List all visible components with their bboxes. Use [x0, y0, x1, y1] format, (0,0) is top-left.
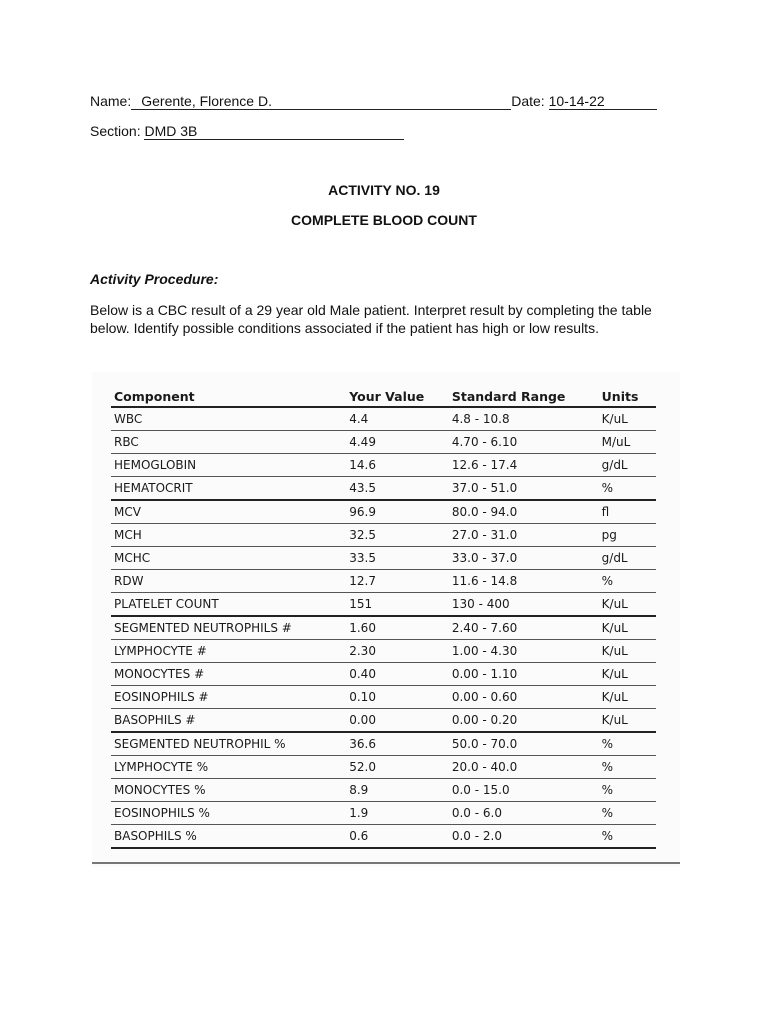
cell-your-value: 33.5: [346, 547, 449, 570]
table-row: [111, 477, 656, 501]
date-value: 10-14-22: [548, 93, 605, 109]
header-units: Units: [599, 382, 656, 407]
cell-component: MCV: [111, 500, 346, 524]
cell-standard-range: 1.00 - 4.30: [449, 640, 599, 663]
cell-units: K/uL: [599, 686, 656, 709]
procedure-text: Below is a CBC result of a 29 year old Male patient. Interpret result by completing the table below. Identify possible conditions associated if the patient has high or low results.: [90, 302, 652, 336]
cell-standard-range: 33.0 - 37.0: [449, 547, 599, 570]
table-row: [111, 779, 656, 802]
cell-standard-range: 4.8 - 10.8: [449, 407, 599, 431]
cell-units: K/uL: [599, 407, 656, 431]
cell-your-value: 8.9: [346, 779, 449, 802]
cell-units: K/uL: [599, 593, 656, 617]
table-row: [111, 756, 656, 779]
cell-standard-range: 0.0 - 15.0: [449, 779, 599, 802]
cell-standard-range: 11.6 - 14.8: [449, 570, 599, 593]
cell-component: RDW: [111, 570, 346, 593]
cell-component: MONOCYTES %: [111, 779, 346, 802]
cell-your-value: 36.6: [346, 732, 449, 756]
table-row: [111, 593, 656, 617]
date-field: [549, 94, 657, 110]
table-row: [111, 732, 656, 756]
cell-units: K/uL: [599, 640, 656, 663]
name-value: Gerente, Florence D.: [141, 93, 272, 109]
cell-component: PLATELET COUNT: [111, 593, 346, 617]
cell-units: %: [599, 477, 656, 501]
cell-component: MONOCYTES #: [111, 663, 346, 686]
cell-component: SEGMENTED NEUTROPHILS #: [111, 616, 346, 640]
cell-standard-range: 37.0 - 51.0: [449, 477, 599, 501]
cell-component: HEMATOCRIT: [111, 477, 346, 501]
cell-units: %: [599, 825, 656, 849]
name-label: Name:: [90, 93, 132, 109]
activity-title: ACTIVITY NO. 19: [328, 182, 440, 198]
cell-units: K/uL: [599, 616, 656, 640]
cell-units: K/uL: [599, 709, 656, 733]
table-row: [111, 686, 656, 709]
cell-your-value: 32.5: [346, 524, 449, 547]
cell-standard-range: 20.0 - 40.0: [449, 756, 599, 779]
table-row: [111, 616, 656, 640]
cell-component: MCHC: [111, 547, 346, 570]
cell-your-value: 0.40: [346, 663, 449, 686]
cell-standard-range: 50.0 - 70.0: [449, 732, 599, 756]
cell-standard-range: 12.6 - 17.4: [449, 454, 599, 477]
name-field: [131, 94, 511, 110]
cell-standard-range: 4.70 - 6.10: [449, 431, 599, 454]
table-header-row: [111, 382, 656, 407]
cell-your-value: 52.0: [346, 756, 449, 779]
table-row: [111, 407, 656, 431]
header-component: Component: [111, 382, 346, 407]
cell-standard-range: 0.00 - 0.60: [449, 686, 599, 709]
cbc-table: [111, 382, 656, 849]
cell-your-value: 96.9: [346, 500, 449, 524]
cell-your-value: 0.10: [346, 686, 449, 709]
table-row: [111, 570, 656, 593]
table-row: [111, 524, 656, 547]
date-label: Date:: [511, 93, 545, 109]
cell-component: HEMOGLOBIN: [111, 454, 346, 477]
cell-units: %: [599, 570, 656, 593]
cell-standard-range: 0.0 - 6.0: [449, 802, 599, 825]
cell-units: fl: [599, 500, 656, 524]
cell-your-value: 151: [346, 593, 449, 617]
table-row: [111, 825, 656, 849]
header-your-value: Your Value: [346, 382, 449, 407]
cell-standard-range: 0.00 - 0.20: [449, 709, 599, 733]
cell-your-value: 14.6: [346, 454, 449, 477]
name-line: [90, 93, 657, 110]
cell-units: M/uL: [599, 431, 656, 454]
table-row: [111, 431, 656, 454]
table-row: [111, 709, 656, 733]
cell-standard-range: 27.0 - 31.0: [449, 524, 599, 547]
cell-your-value: 4.49: [346, 431, 449, 454]
cell-your-value: 4.4: [346, 407, 449, 431]
table-row: [111, 802, 656, 825]
cell-standard-range: 130 - 400: [449, 593, 599, 617]
table-row: [111, 663, 656, 686]
cell-standard-range: 0.00 - 1.10: [449, 663, 599, 686]
cell-your-value: 12.7: [346, 570, 449, 593]
cell-component: BASOPHILS %: [111, 825, 346, 849]
table-row: [111, 454, 656, 477]
cell-units: %: [599, 732, 656, 756]
table-row: [111, 500, 656, 524]
cell-component: LYMPHOCYTE %: [111, 756, 346, 779]
cell-component: EOSINOPHILS %: [111, 802, 346, 825]
cell-units: g/dL: [599, 454, 656, 477]
table-row: [111, 547, 656, 570]
cell-units: %: [599, 802, 656, 825]
cell-units: g/dL: [599, 547, 656, 570]
cell-your-value: 43.5: [346, 477, 449, 501]
section-value: DMD 3B: [144, 123, 198, 139]
cell-your-value: 1.60: [346, 616, 449, 640]
cell-component: EOSINOPHILS #: [111, 686, 346, 709]
cell-standard-range: 2.40 - 7.60: [449, 616, 599, 640]
table-row: [111, 640, 656, 663]
cell-standard-range: 80.0 - 94.0: [449, 500, 599, 524]
cell-your-value: 0.6: [346, 825, 449, 849]
cell-component: RBC: [111, 431, 346, 454]
subject-title: COMPLETE BLOOD COUNT: [291, 212, 477, 228]
cell-component: MCH: [111, 524, 346, 547]
cell-your-value: 2.30: [346, 640, 449, 663]
cell-units: pg: [599, 524, 656, 547]
procedure-heading: Activity Procedure:: [90, 271, 219, 287]
cell-units: %: [599, 779, 656, 802]
bottom-rule: [92, 862, 680, 864]
cell-component: LYMPHOCYTE #: [111, 640, 346, 663]
section-label: Section:: [90, 123, 141, 139]
section-line: [90, 123, 404, 140]
cell-component: SEGMENTED NEUTROPHIL %: [111, 732, 346, 756]
cell-component: BASOPHILS #: [111, 709, 346, 733]
cell-your-value: 1.9: [346, 802, 449, 825]
cbc-table-body: [111, 407, 656, 848]
cell-standard-range: 0.0 - 2.0: [449, 825, 599, 849]
cbc-table-image: [92, 372, 680, 867]
header-standard-range: Standard Range: [449, 382, 599, 407]
cell-your-value: 0.00: [346, 709, 449, 733]
cell-units: K/uL: [599, 663, 656, 686]
section-field: [144, 124, 404, 140]
cell-units: %: [599, 756, 656, 779]
cell-component: WBC: [111, 407, 346, 431]
